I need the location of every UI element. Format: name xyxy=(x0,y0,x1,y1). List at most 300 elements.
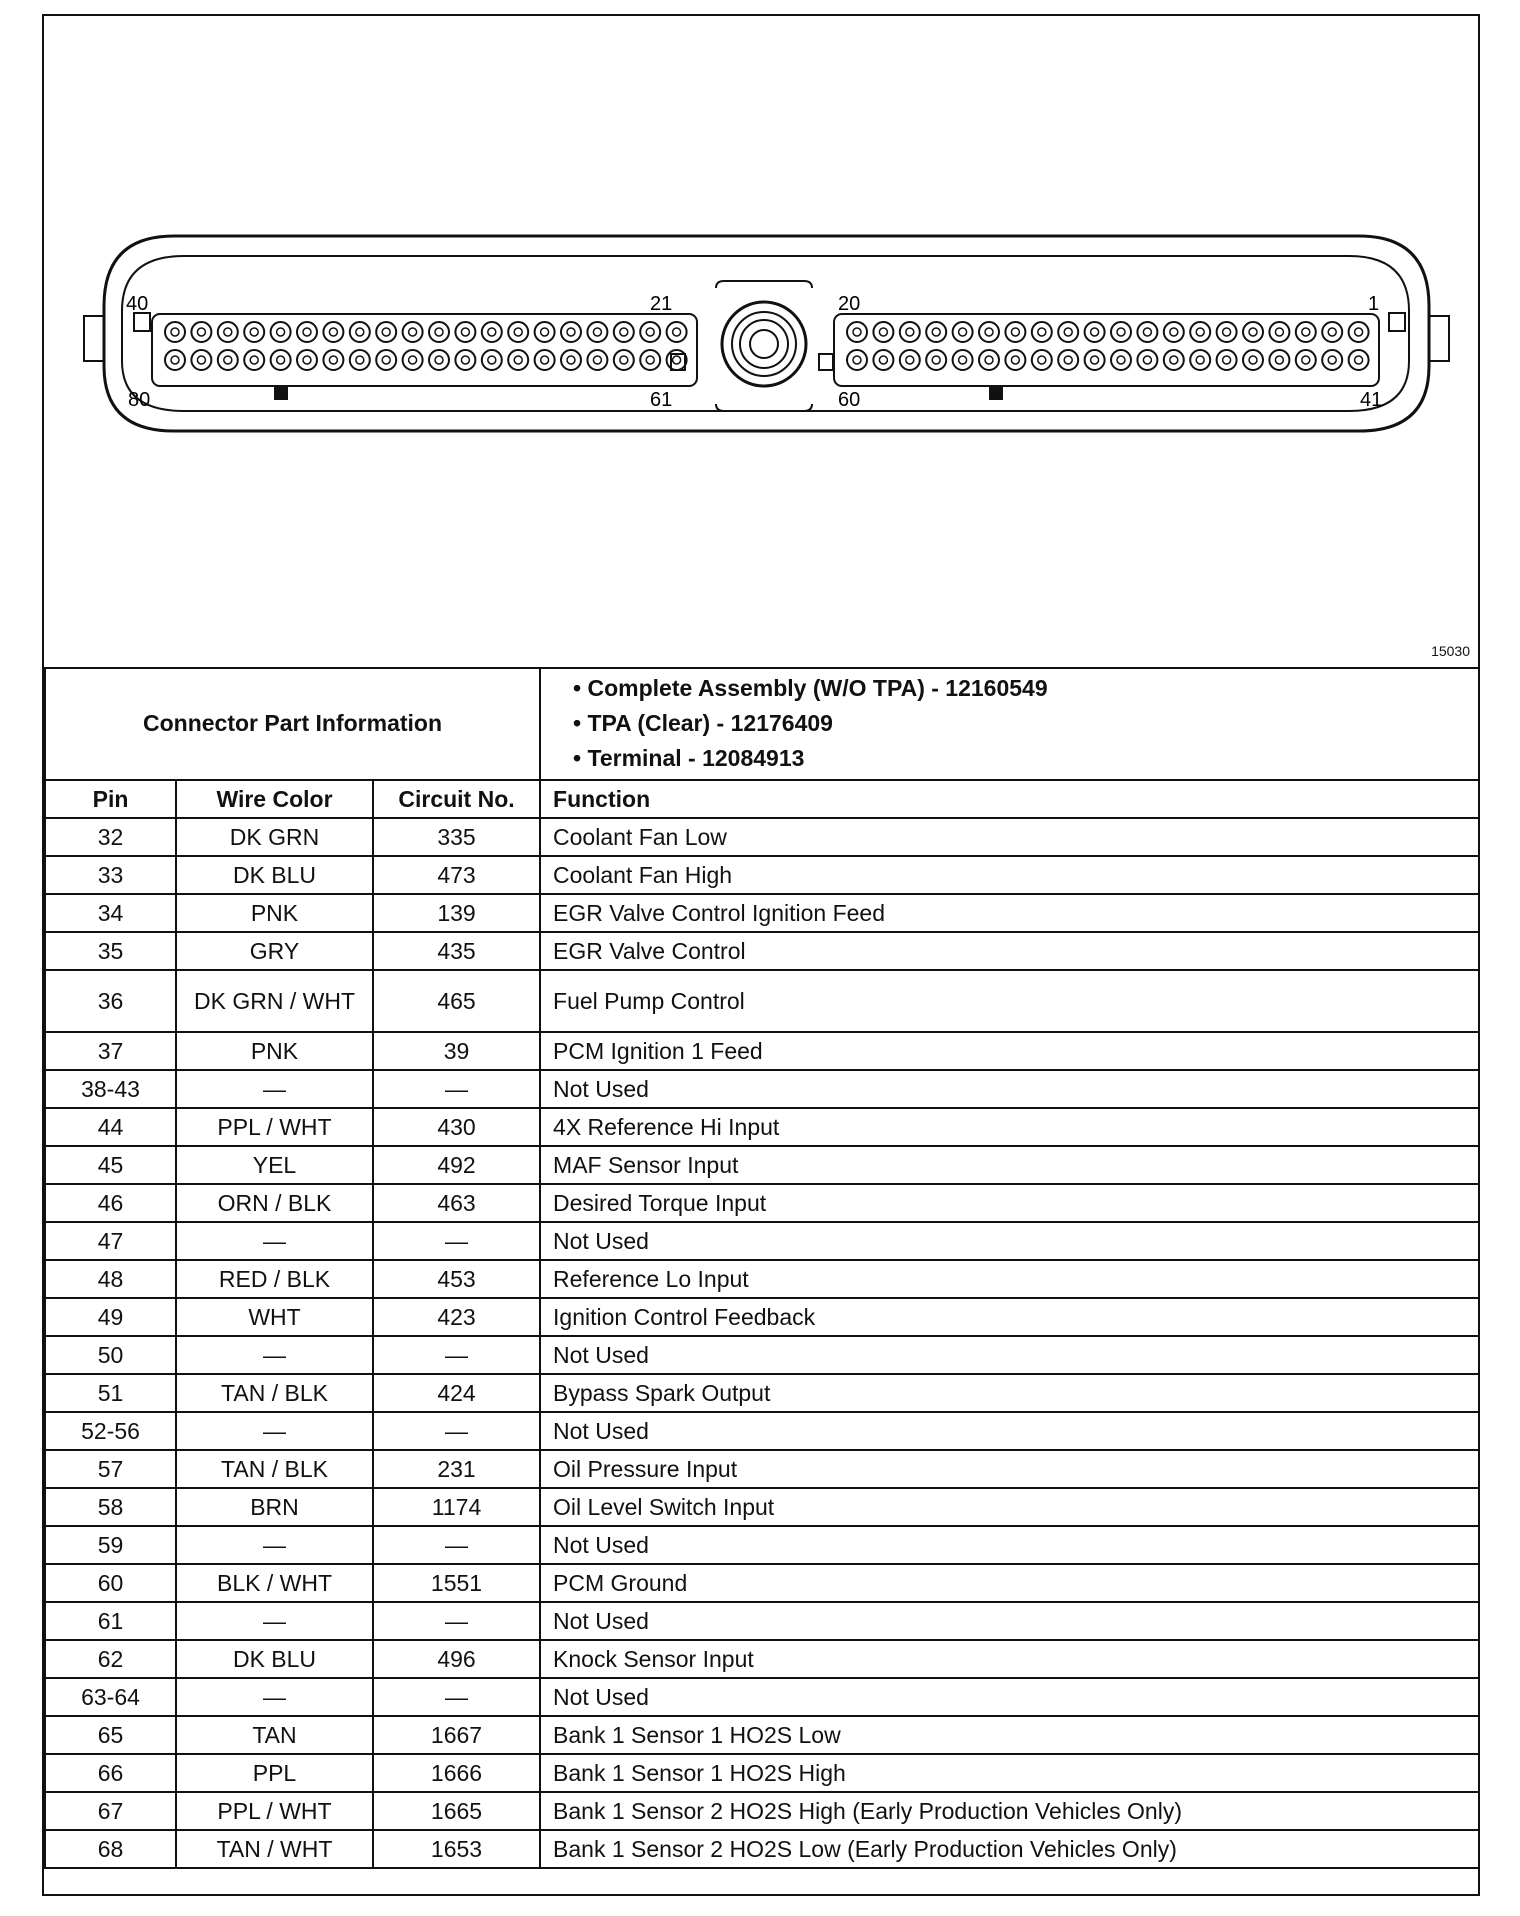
header-pin: Pin xyxy=(45,780,176,818)
table-row xyxy=(45,932,1479,970)
wire-color-cell: — xyxy=(176,1070,373,1108)
pin-cavity xyxy=(1137,322,1157,342)
pin-cell: 61 xyxy=(45,1602,176,1640)
pin-cell: 58 xyxy=(45,1488,176,1526)
pin-cavity xyxy=(1032,350,1052,370)
wire-color-cell: DK BLU xyxy=(176,856,373,894)
table-row xyxy=(45,1146,1479,1184)
table-row xyxy=(45,818,1479,856)
pin-cell: 49 xyxy=(45,1298,176,1336)
circuit-cell: — xyxy=(373,1070,540,1108)
pin-cavity-inner xyxy=(985,356,993,364)
function-cell: MAF Sensor Input xyxy=(540,1146,1479,1184)
pin-cavity-inner xyxy=(1170,356,1178,364)
pin-cavity xyxy=(979,322,999,342)
pin-cavity-inner xyxy=(1302,356,1310,364)
wire-color-cell: — xyxy=(176,1336,373,1374)
circuit-cell: 139 xyxy=(373,894,540,932)
table-row xyxy=(45,1108,1479,1146)
pin-cavity xyxy=(508,350,528,370)
pin-cell: 32 xyxy=(45,818,176,856)
wire-color-cell: — xyxy=(176,1412,373,1450)
wire-color-cell: YEL xyxy=(176,1146,373,1184)
pin-cell: 68 xyxy=(45,1830,176,1868)
pin-cell: 62 xyxy=(45,1640,176,1678)
function-cell: Oil Level Switch Input xyxy=(540,1488,1479,1526)
table-row xyxy=(45,1488,1479,1526)
pin-cavity xyxy=(587,322,607,342)
wire-color-cell: — xyxy=(176,1602,373,1640)
circuit-cell: — xyxy=(373,1222,540,1260)
pin-cavity xyxy=(323,322,343,342)
pin-cavity xyxy=(614,322,634,342)
pin-cavity-inner xyxy=(567,328,575,336)
pin-cell: 57 xyxy=(45,1450,176,1488)
pin-cavity xyxy=(455,350,475,370)
pin-cell: 50 xyxy=(45,1336,176,1374)
function-cell: PCM Ignition 1 Feed xyxy=(540,1032,1479,1070)
pin-cell: 67 xyxy=(45,1792,176,1830)
pin-cavity-inner xyxy=(250,328,258,336)
pin-cavity-inner xyxy=(853,328,861,336)
pin-cavity xyxy=(640,350,660,370)
circuit-cell: 465 xyxy=(373,970,540,1032)
pin-cavity-inner xyxy=(1328,328,1336,336)
pin-cavity xyxy=(508,322,528,342)
pin-cell: 63-64 xyxy=(45,1678,176,1716)
connector-diagram xyxy=(44,16,1478,669)
pin-cavity-inner xyxy=(932,356,940,364)
pin-cavity-inner xyxy=(277,356,285,364)
table-row xyxy=(45,1260,1479,1298)
pin-cavity xyxy=(350,322,370,342)
pin-cavity xyxy=(165,322,185,342)
wire-color-cell: PNK xyxy=(176,894,373,932)
pin-cell: 33 xyxy=(45,856,176,894)
wire-color-cell: DK GRN / WHT xyxy=(176,970,373,1032)
pin-label-61: 61 xyxy=(650,389,673,411)
pin-cavity xyxy=(218,322,238,342)
pin-cell: 45 xyxy=(45,1146,176,1184)
pin-cavity xyxy=(244,322,264,342)
pin-cavity xyxy=(191,350,211,370)
wire-color-cell: — xyxy=(176,1526,373,1564)
pin-cavity-inner xyxy=(906,328,914,336)
pin-cavity xyxy=(561,322,581,342)
pin-cavity xyxy=(1217,322,1237,342)
pin-cavity xyxy=(403,322,423,342)
pin-cavity-inner xyxy=(382,328,390,336)
pin-cavity-inner xyxy=(514,356,522,364)
pin-cavity xyxy=(561,350,581,370)
function-cell: Not Used xyxy=(540,1526,1479,1564)
function-cell: Not Used xyxy=(540,1412,1479,1450)
pin-cavity xyxy=(847,322,867,342)
pin-cavity-inner xyxy=(356,356,364,364)
function-cell: 4X Reference Hi Input xyxy=(540,1108,1479,1146)
pin-cavity xyxy=(953,322,973,342)
pin-cavity-inner xyxy=(1064,328,1072,336)
circuit-cell: — xyxy=(373,1336,540,1374)
pin-cavity-inner xyxy=(514,328,522,336)
table-row xyxy=(45,1374,1479,1412)
function-cell: Fuel Pump Control xyxy=(540,970,1479,1032)
right-latch xyxy=(1429,316,1449,361)
pin-label-40: 40 xyxy=(126,293,149,315)
wire-color-cell: TAN / BLK xyxy=(176,1450,373,1488)
pin-cavity-inner xyxy=(620,328,628,336)
circuit-cell: — xyxy=(373,1602,540,1640)
wire-color-cell: BRN xyxy=(176,1488,373,1526)
pin-cavity xyxy=(1269,322,1289,342)
pin-cavity xyxy=(1190,350,1210,370)
pin-cavity-inner xyxy=(646,356,654,364)
pin-cavity-inner xyxy=(1011,356,1019,364)
pin-cavity xyxy=(429,322,449,342)
pin-cavity xyxy=(323,350,343,370)
left-locator-mark xyxy=(274,386,288,400)
function-cell: Coolant Fan High xyxy=(540,856,1479,894)
header-function: Function xyxy=(540,780,1479,818)
circuit-cell: 1653 xyxy=(373,1830,540,1868)
pin-cavity-inner xyxy=(1011,328,1019,336)
pin-cavity-inner xyxy=(277,328,285,336)
pin-cavity-inner xyxy=(329,356,337,364)
pin-cavity-inner xyxy=(853,356,861,364)
pin-cavity xyxy=(165,350,185,370)
pin-cell: 36 xyxy=(45,970,176,1032)
circuit-cell: 424 xyxy=(373,1374,540,1412)
pin-cavity-inner xyxy=(541,356,549,364)
pin-cavities xyxy=(165,322,1369,370)
wire-color-cell: WHT xyxy=(176,1298,373,1336)
wire-color-cell: PPL xyxy=(176,1754,373,1792)
pin-cavity-inner xyxy=(1091,328,1099,336)
pin-cavity xyxy=(429,350,449,370)
pin-cavity xyxy=(1296,322,1316,342)
function-cell: Not Used xyxy=(540,1336,1479,1374)
pin-cavity-inner xyxy=(1249,328,1257,336)
figure-id: 15030 xyxy=(1431,643,1470,659)
pin-cavity xyxy=(535,350,555,370)
wire-color-cell: ORN / BLK xyxy=(176,1184,373,1222)
pin-cavity-inner xyxy=(620,356,628,364)
pin-cavity-inner xyxy=(593,356,601,364)
pin-cavity xyxy=(1349,322,1369,342)
pin-cavity xyxy=(271,350,291,370)
wire-color-cell: — xyxy=(176,1222,373,1260)
table-row xyxy=(45,970,1479,1032)
pin-cavity xyxy=(482,322,502,342)
pin-label-1: 1 xyxy=(1368,293,1380,315)
circuit-cell: 453 xyxy=(373,1260,540,1298)
part-info-item: • Complete Assembly (W/O TPA) - 12160549 xyxy=(573,671,1466,706)
wire-color-cell: PPL / WHT xyxy=(176,1108,373,1146)
circuit-cell: 496 xyxy=(373,1640,540,1678)
table-row xyxy=(45,1792,1479,1830)
table-header-row xyxy=(45,780,1479,818)
circuit-cell: 473 xyxy=(373,856,540,894)
pin-cavity-inner xyxy=(673,356,681,364)
table-row xyxy=(45,1754,1479,1792)
pin-cavity-inner xyxy=(985,328,993,336)
function-cell: Bank 1 Sensor 1 HO2S High xyxy=(540,1754,1479,1792)
pin-cavity xyxy=(1085,322,1105,342)
pin-cavity xyxy=(403,350,423,370)
pin-cavity xyxy=(873,350,893,370)
pin-cavity xyxy=(1032,322,1052,342)
pin-cavity-inner xyxy=(488,328,496,336)
pin-cavity-inner xyxy=(1328,356,1336,364)
part-info-list xyxy=(540,667,1479,780)
circuit-cell: 1667 xyxy=(373,1716,540,1754)
circuit-cell: 231 xyxy=(373,1450,540,1488)
wire-color-cell: TAN / BLK xyxy=(176,1374,373,1412)
function-cell: EGR Valve Control Ignition Feed xyxy=(540,894,1479,932)
pin-cavity-inner xyxy=(1196,356,1204,364)
pin-cavity-inner xyxy=(356,328,364,336)
pin-cavity xyxy=(1217,350,1237,370)
circuit-cell: 1551 xyxy=(373,1564,540,1602)
left-key xyxy=(134,313,150,331)
pin-cavity xyxy=(667,322,687,342)
function-cell: Oil Pressure Input xyxy=(540,1450,1479,1488)
pin-cavity-inner xyxy=(567,356,575,364)
circuit-cell: 435 xyxy=(373,932,540,970)
table-row xyxy=(45,856,1479,894)
table-row xyxy=(45,1412,1479,1450)
pin-cavity-inner xyxy=(1302,328,1310,336)
part-info-row xyxy=(45,667,1479,780)
wire-color-cell: TAN xyxy=(176,1716,373,1754)
function-cell: Ignition Control Feedback xyxy=(540,1298,1479,1336)
function-cell: Not Used xyxy=(540,1678,1479,1716)
pin-label-80: 80 xyxy=(128,389,151,411)
pin-cavity xyxy=(376,350,396,370)
pin-cell: 35 xyxy=(45,932,176,970)
pin-cavity xyxy=(1269,350,1289,370)
pin-cavity xyxy=(535,322,555,342)
pin-cavity-inner xyxy=(1117,356,1125,364)
pin-cell: 65 xyxy=(45,1716,176,1754)
pin-cavity xyxy=(271,322,291,342)
pin-cavity-inner xyxy=(409,356,417,364)
pin-cavity xyxy=(926,322,946,342)
pin-cavity-inner xyxy=(1117,328,1125,336)
pin-cavity xyxy=(979,350,999,370)
pin-cavity-inner xyxy=(673,328,681,336)
wire-color-cell: TAN / WHT xyxy=(176,1830,373,1868)
pin-cavity xyxy=(218,350,238,370)
pin-cavity-inner xyxy=(1143,328,1151,336)
table-row xyxy=(45,1678,1479,1716)
pin-cavity-inner xyxy=(1223,328,1231,336)
document-frame xyxy=(42,14,1480,1896)
pin-cavity-inner xyxy=(1275,328,1283,336)
wire-color-cell: GRY xyxy=(176,932,373,970)
wire-color-cell: DK GRN xyxy=(176,818,373,856)
pin-cell: 66 xyxy=(45,1754,176,1792)
pin-cavity-inner xyxy=(541,328,549,336)
pin-cell: 52-56 xyxy=(45,1412,176,1450)
pin-cell: 60 xyxy=(45,1564,176,1602)
circuit-cell: 1666 xyxy=(373,1754,540,1792)
pin-cavity-inner xyxy=(1038,356,1046,364)
circuit-cell: 492 xyxy=(373,1146,540,1184)
pin-cavity-inner xyxy=(1249,356,1257,364)
wire-color-cell: PPL / WHT xyxy=(176,1792,373,1830)
right-locator-mark xyxy=(989,386,1003,400)
circuit-cell: 39 xyxy=(373,1032,540,1070)
pin-cavity xyxy=(1005,322,1025,342)
function-cell: Bypass Spark Output xyxy=(540,1374,1479,1412)
part-info-item: • TPA (Clear) - 12176409 xyxy=(573,706,1466,741)
function-cell: Not Used xyxy=(540,1070,1479,1108)
pin-cavity xyxy=(900,322,920,342)
pin-cavity xyxy=(1137,350,1157,370)
table-row xyxy=(45,1526,1479,1564)
pin-cavity xyxy=(1190,322,1210,342)
circuit-cell: 1665 xyxy=(373,1792,540,1830)
header-circuit-no: Circuit No. xyxy=(373,780,540,818)
function-cell: Coolant Fan Low xyxy=(540,818,1479,856)
pin-cell: 47 xyxy=(45,1222,176,1260)
pin-cavity xyxy=(1085,350,1105,370)
circuit-cell: — xyxy=(373,1678,540,1716)
table-row xyxy=(45,1602,1479,1640)
table-row xyxy=(45,1716,1479,1754)
table-row xyxy=(45,1830,1479,1868)
pin-cavity xyxy=(482,350,502,370)
pin-cavity xyxy=(847,350,867,370)
circuit-cell: 1174 xyxy=(373,1488,540,1526)
pin-cavity xyxy=(587,350,607,370)
function-cell: Desired Torque Input xyxy=(540,1184,1479,1222)
function-cell: Bank 1 Sensor 2 HO2S Low (Early Production Vehicles Only) xyxy=(540,1830,1479,1868)
pin-cavity-inner xyxy=(409,328,417,336)
pin-cavity-inner xyxy=(1223,356,1231,364)
function-cell: Knock Sensor Input xyxy=(540,1640,1479,1678)
pin-cavity-inner xyxy=(1091,356,1099,364)
pin-cavity-inner xyxy=(646,328,654,336)
function-cell: Bank 1 Sensor 2 HO2S High (Early Production Vehicles Only) xyxy=(540,1792,1479,1830)
pin-label-20: 20 xyxy=(838,293,861,315)
pin-cavity xyxy=(1164,322,1184,342)
circuit-cell: 463 xyxy=(373,1184,540,1222)
pin-cavity-inner xyxy=(461,328,469,336)
function-cell: Not Used xyxy=(540,1222,1479,1260)
pin-cavity-inner xyxy=(1064,356,1072,364)
header-wire-color: Wire Color xyxy=(176,780,373,818)
pin-label-21: 21 xyxy=(650,293,673,315)
pin-cavity-inner xyxy=(224,328,232,336)
pin-cavity xyxy=(1005,350,1025,370)
pin-label-60: 60 xyxy=(838,389,861,411)
table-row xyxy=(45,1070,1479,1108)
pin-cavity-inner xyxy=(1196,328,1204,336)
pin-cavity-inner xyxy=(959,356,967,364)
pin-cavity xyxy=(244,350,264,370)
circuit-cell: — xyxy=(373,1412,540,1450)
pin-cavity xyxy=(455,322,475,342)
pin-cavity xyxy=(297,322,317,342)
table-row xyxy=(45,1336,1479,1374)
table-row xyxy=(45,1450,1479,1488)
wire-color-cell: PNK xyxy=(176,1032,373,1070)
pin-cavity xyxy=(614,350,634,370)
pin-cell: 44 xyxy=(45,1108,176,1146)
pin-cavity-inner xyxy=(171,328,179,336)
pin-cavity xyxy=(1058,322,1078,342)
pin-cavity-inner xyxy=(488,356,496,364)
pin-label-41: 41 xyxy=(1360,389,1383,411)
pin-cell: 46 xyxy=(45,1184,176,1222)
connector-drawing xyxy=(44,16,1478,667)
pin-cavity xyxy=(1111,350,1131,370)
pin-cell: 38-43 xyxy=(45,1070,176,1108)
pin-cavity-inner xyxy=(303,356,311,364)
pin-cavity xyxy=(1164,350,1184,370)
pin-cavity xyxy=(297,350,317,370)
pin-cavity-inner xyxy=(959,328,967,336)
pin-cavity-inner xyxy=(906,356,914,364)
table-row xyxy=(45,1032,1479,1070)
wire-color-cell: BLK / WHT xyxy=(176,1564,373,1602)
wire-color-cell: RED / BLK xyxy=(176,1260,373,1298)
table-row xyxy=(45,1640,1479,1678)
pin-cavity-inner xyxy=(1038,328,1046,336)
pin-cavity-inner xyxy=(1355,356,1363,364)
function-cell: Not Used xyxy=(540,1602,1479,1640)
pin-cavity xyxy=(1243,322,1263,342)
pin-cavity-inner xyxy=(932,328,940,336)
function-cell: Reference Lo Input xyxy=(540,1260,1479,1298)
pin-cavity-inner xyxy=(382,356,390,364)
table-row xyxy=(45,1222,1479,1260)
pin-cavity-inner xyxy=(879,328,887,336)
function-cell: PCM Ground xyxy=(540,1564,1479,1602)
pin-cavity xyxy=(376,322,396,342)
right-key xyxy=(1389,313,1405,331)
table-row xyxy=(45,1298,1479,1336)
part-info-item: • Terminal - 12084913 xyxy=(573,741,1466,776)
pin-cavity-inner xyxy=(461,356,469,364)
pin-cell: 37 xyxy=(45,1032,176,1070)
pin-cavity xyxy=(640,322,660,342)
pin-cavity-inner xyxy=(1170,328,1178,336)
pin-cavity-inner xyxy=(329,328,337,336)
pin-cavity xyxy=(1322,350,1342,370)
pin-cavity-inner xyxy=(171,356,179,364)
left-latch xyxy=(84,316,104,361)
pin-cavity-inner xyxy=(435,328,443,336)
circuit-cell: 335 xyxy=(373,818,540,856)
pin-cavity xyxy=(1058,350,1078,370)
pin-cavity-inner xyxy=(303,328,311,336)
pin-cavity-inner xyxy=(1355,328,1363,336)
pin-cavity-inner xyxy=(197,328,205,336)
pin-cell: 51 xyxy=(45,1374,176,1412)
pin-cavity-inner xyxy=(224,356,232,364)
pin-cell: 59 xyxy=(45,1526,176,1564)
pin-cavity-inner xyxy=(593,328,601,336)
pin-cavity xyxy=(191,322,211,342)
pin-cavity xyxy=(1296,350,1316,370)
pin-cavity xyxy=(1349,350,1369,370)
pin-cavity xyxy=(1322,322,1342,342)
table-row xyxy=(45,1564,1479,1602)
pin-cavity-inner xyxy=(435,356,443,364)
